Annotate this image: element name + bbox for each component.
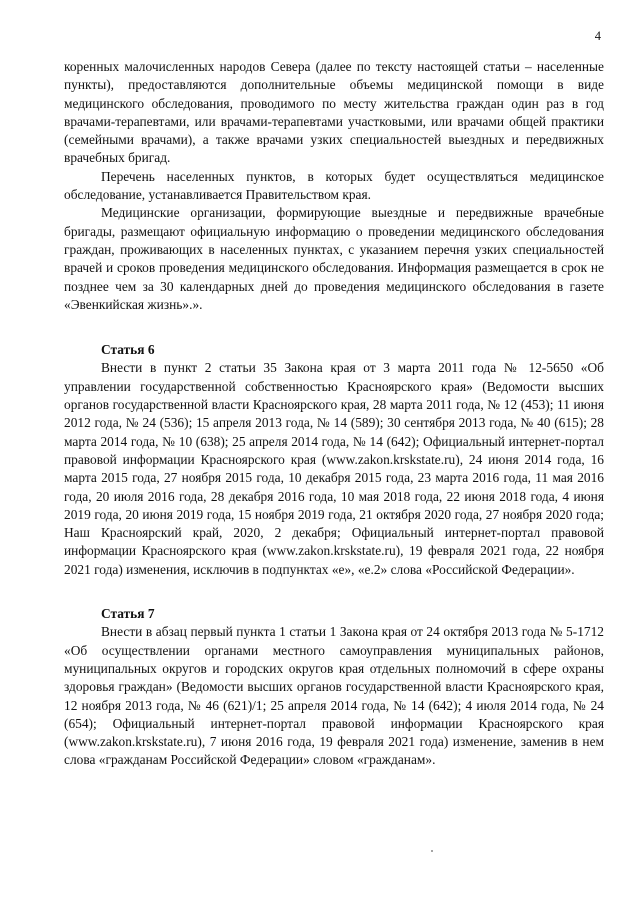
article-7-heading: Статья 7 bbox=[101, 606, 155, 622]
intro-paragraph-2: Перечень населенных пунктов, в которых будет осуществляться медицинское обследование, устанавливается Правительством края. bbox=[64, 168, 604, 203]
article-7-text: Внести в абзац первый пункта 1 статьи 1 Закона края от 24 октября 2013 года № 5-1712 «Об осуществлении органами местного самоуправления муниципальных районов, муниципальных округов и городских округов края отдельных полномочий в сфере охраны здоровья граждан» (Ведомости высших органов государственной власти Красноярского края, 12 ноября 2013 года, № 46 (621)/1; 25 апреля 2014 года, № 14 (642); 4 июля 2014 года, № 24 (654); Официальный интернет-портал правовой информации Красноярского края (www.zakon.krskstate.ru), 7 июня 2016 года, 19 февраля 2021 года) изменение, заменив в нем слова «гражданам Российской Федерации» словом «гражданам». bbox=[64, 624, 604, 768]
section-spacer bbox=[64, 314, 604, 341]
document-body bbox=[64, 58, 604, 770]
intro-paragraph-3: Медицинские организации, формирующие выездные и передвижные врачебные бригады, размещают официальную информацию о проведении медицинского обследования граждан, проживающих в населенных пунктах, с указанием перечня узких специальностей врачей и сроков проведения медицинского обследования. Информация размещается в срок не позднее чем за 30 календарных дней до проведения медицинского обследования в газете «Эвенкийская жизнь».». bbox=[64, 205, 604, 312]
article-6-heading: Статья 6 bbox=[101, 342, 155, 358]
section-spacer bbox=[64, 579, 604, 605]
article-6-text: Внести в пункт 2 статьи 35 Закона края от 3 марта 2011 года № 12-5650 «Об управлении государственной собственностью Красноярского края» (Ведомости высших органов государственной власти Красноярского края, 28 марта 2011 года, № 12 (453); 11 июня 2012 года, № 24 (536); 15 апреля 2013 года, № 14 (589); 30 сентября 2013 года, № 40 (615); 28 марта 2014 года, № 10 (638); 25 апреля 2014 года, № 14 (642); Официальный интернет-портал правовой информации Красноярского края (www.zakon.krskstate.ru), 24 июня 2014 года, 16 марта 2015 года, 27 ноября 2015 года, 10 декабря 2015 года, 23 марта 2016 года, 11 мая 2016 года, 20 июля 2016 года, 28 декабря 2016 года, 10 мая 2018 года, 22 июня 2018 года, 4 июня 2019 года, 20 июня 2019 года, 15 ноября 2019 года, 21 октября 2020 года, 27 ноября 2020 года; Наш Красноярский край, 2020, 2 декабря; Официальный интернет-портал правовой информации Красноярского края (www.zakon.krskstate.ru), 19 февраля 2021 года, 22 ноября 2021 года) изменения, исключив в подпунктах «е», «е.2» слова «Российской Федерации». bbox=[64, 360, 604, 577]
page-number: 4 bbox=[594, 29, 601, 43]
intro-paragraph-1: коренных малочисленных народов Севера (далее по тексту настоящей статьи – населенные пункты), предоставляются дополнительные объемы медицинской помощи в виде медицинского обследования, проводимого по месту жительства граждан один раз в год врачами-терапевтами, или врачами-терапевтами участковыми, или врачами общей практики (семейными врачами), а также врачами узких специальностей выездных и передвижных врачебных бригад. bbox=[64, 59, 604, 166]
scan-speck bbox=[431, 850, 433, 852]
